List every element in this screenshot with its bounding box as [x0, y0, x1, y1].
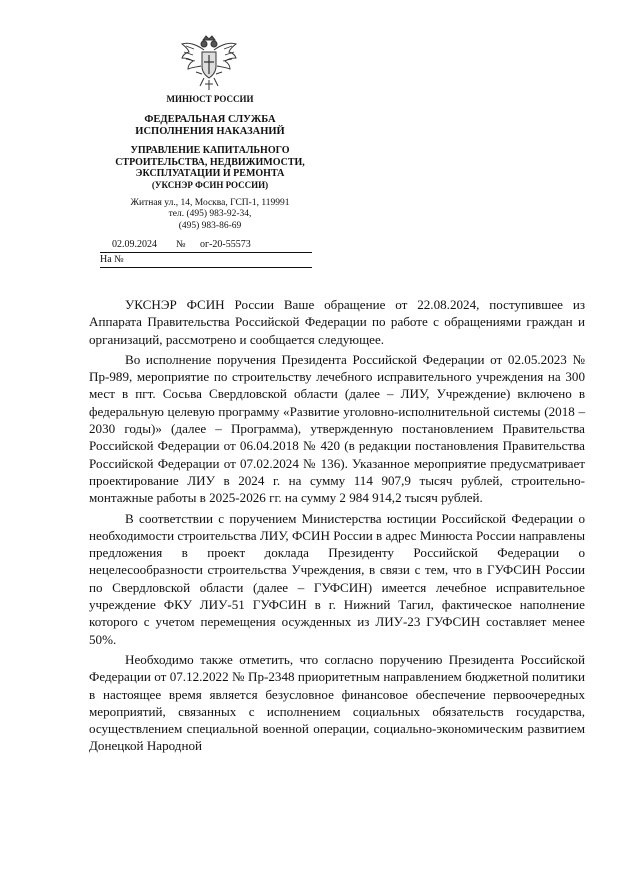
department-name — [90, 145, 330, 191]
outgoing-date: 02.09.2024 — [112, 239, 157, 250]
reply-to-label: На № — [100, 254, 124, 265]
outgoing-number: ог-20-55573 — [200, 239, 251, 250]
fsin-emblem-icon — [178, 34, 240, 92]
letterhead — [90, 94, 330, 232]
service-name-line: ФЕДЕРАЛЬНАЯ СЛУЖБА — [144, 114, 276, 125]
body-paragraph: В соответствии с поручением Министерства юстиции Российской Федерации о необходимости строительства ЛИУ, ФСИН России в адрес Минюста России направлены предложения в проект доклада Президенту Российской Федерации о нецелесообразности строительства Учреждения, в связи с тем, что в ГУФСИН России по Свердловской области (далее – ГУФСИН) имеется лечебное исправительное учреждение ФКУ ЛИУ-51 ГУФСИН в г. Нижний Тагил, фактическое наполнение которого с учетом перемещения осужденных из ЛИУ-23 ГУФСИН составляет менее 50%. — [89, 510, 585, 647]
department-name-line: ЭКСПЛУАТАЦИИ И РЕМОНТА — [135, 168, 285, 179]
body-paragraph: УКСНЭР ФСИН России Ваше обращение от 22.08.2024, поступившее из Аппарата Правительства Российской Федерации по работе с обращениями граждан и организаций, рассмотрено и сообщается следующее. — [89, 297, 585, 347]
number-sign: № — [176, 239, 186, 250]
reply-to-line — [100, 253, 312, 268]
contact-block — [90, 198, 330, 233]
service-name — [90, 114, 330, 138]
body-paragraph: Необходимо также отметить, что согласно поручению Президента Российской Федерации от 07.12.2022 № Пр-2348 приоритетным направлением бюджетной политики в настоящее время является безусловное финансовое обеспечение первоочередных мероприятий, связанных с исполнением социальных обязательств государства, осуществлением специальной военной операции, социально-экономическим развитием Донецкой Народной — [89, 651, 585, 754]
service-name-line: ИСПОЛНЕНИЯ НАКАЗАНИЙ — [135, 126, 285, 137]
department-abbreviation: (УКСНЭР ФСИН РОССИИ) — [151, 179, 269, 190]
body-paragraph: Во исполнение поручения Президента Российской Федерации от 02.05.2023 № Пр-989, мероприятие по строительству лечебного исправительного учреждения на 300 мест в пгт. Сосьва Свердловской области (далее – ЛИУ, Учреждение) включено в федеральную целевую программу «Развитие уголовно-исполнительной системы (2018 – 2030 годы)» (далее – Программа), утвержденную постановлением Правительства Российской Федерации от 06.04.2018 № 420 (в редакции постановления Правительства Российской Федерации от 07.02.2024 № 136). Указанное мероприятие предусматривает проектирование ЛИУ в 2024 г. на сумму 114 907,9 тысяч рублей, строительно-монтажные работы в 2025-2026 гг. на сумму 2 984 914,2 тысяч рублей. — [89, 351, 585, 506]
ministry-name: МИНЮСТ РОССИИ — [166, 94, 254, 104]
phone: тел. (495) 983-92-34, — [168, 209, 252, 219]
registration-line — [100, 238, 312, 253]
department-name-line: СТРОИТЕЛЬСТВА, НЕДВИЖИМОСТИ, — [115, 156, 305, 168]
department-name-line: УПРАВЛЕНИЕ КАПИТАЛЬНОГО — [130, 145, 290, 156]
phone: (495) 983-86-69 — [178, 220, 242, 231]
letter-body — [89, 296, 585, 758]
address: Житная ул., 14, Москва, ГСП-1, 119991 — [130, 197, 290, 208]
